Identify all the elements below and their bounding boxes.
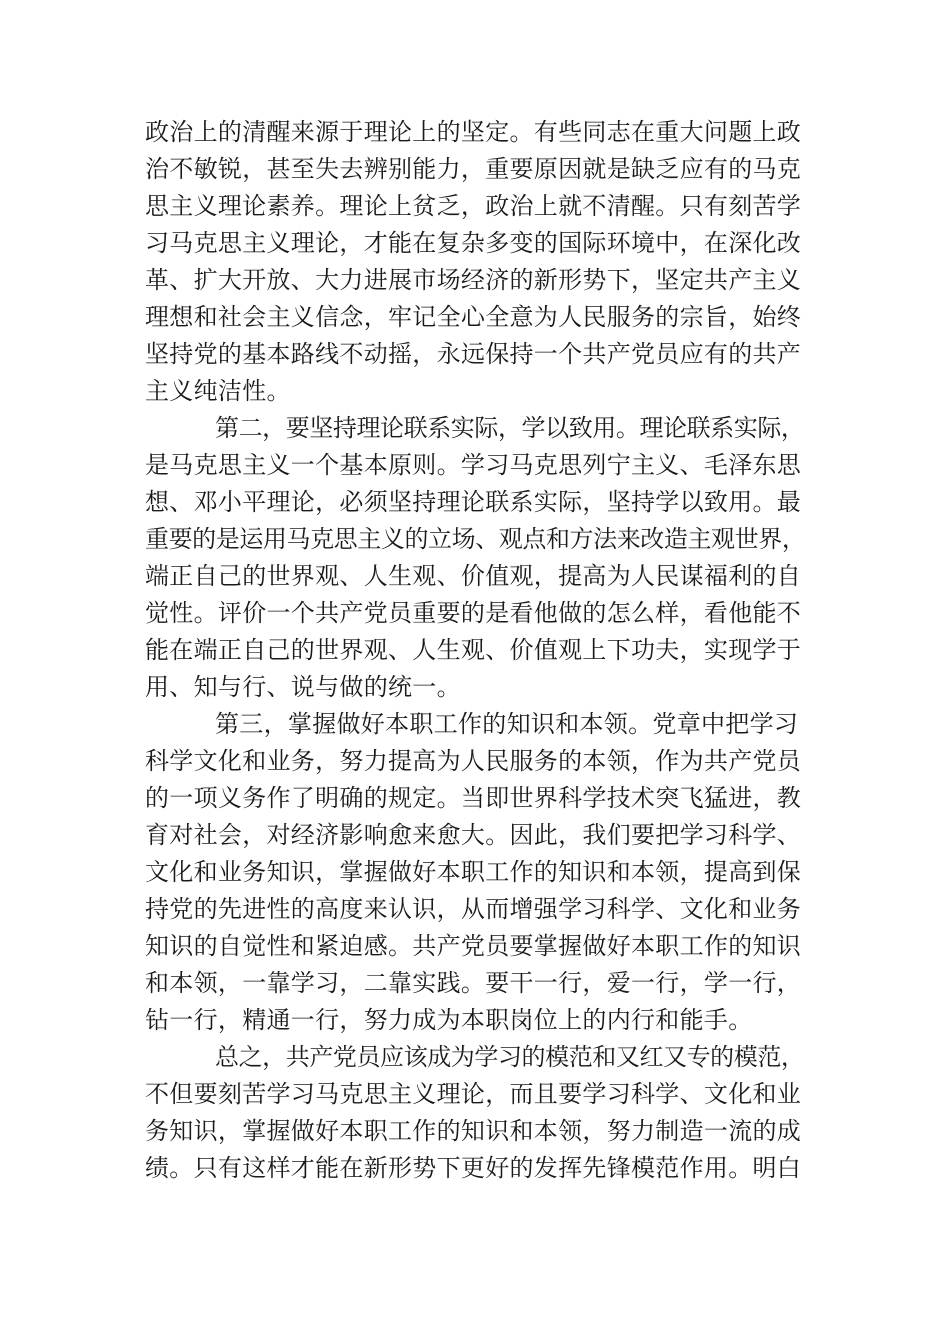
paragraph-first-line: 总之，共产党员应该成为学习的模范和又红又专的模范， bbox=[215, 1043, 805, 1071]
text-line: 用、知与行、说与做的统一。 bbox=[145, 673, 461, 701]
text-line: 治不敏锐，甚至失去辨别能力，重要原因就是缺乏应有的马克 bbox=[145, 155, 802, 183]
text-line: 革、扩大开放、大力进展市场经济的新形势下，坚定共产主义 bbox=[145, 266, 802, 294]
text-line: 端正自己的世界观、人生观、价值观，提高为人民谋福利的自 bbox=[145, 562, 802, 590]
text-line: 育对社会，对经济影响愈来愈大。因此，我们要把学习科学、 bbox=[145, 821, 802, 849]
text-line: 钻一行，精通一行，努力成为本职岗位上的内行和能手。 bbox=[145, 1006, 753, 1034]
paragraph-first-line: 第三，掌握做好本职工作的知识和本领。党章中把学习 bbox=[215, 710, 799, 738]
text-line: 科学文化和业务，努力提高为人民服务的本领，作为共产党员 bbox=[145, 747, 802, 775]
text-line: 思主义理论素养。理论上贫乏，政治上就不清醒。只有刻苦学 bbox=[145, 192, 802, 220]
text-line: 文化和业务知识，掌握做好本职工作的知识和本领，提高到保 bbox=[145, 858, 802, 886]
text-line: 政治上的清醒来源于理论上的坚定。有些同志在重大问题上政 bbox=[145, 118, 802, 146]
text-line: 想、邓小平理论，必须坚持理论联系实际，坚持学以致用。最 bbox=[145, 488, 802, 516]
text-line: 和本领，一靠学习，二靠实践。要干一行，爱一行，学一行， bbox=[145, 969, 802, 997]
paragraph-first-line: 第二，要坚持理论联系实际，学以致用。理论联系实际， bbox=[215, 414, 805, 442]
body-text bbox=[145, 114, 805, 1187]
text-line: 知识的自觉性和紧迫感。共产党员要掌握做好本职工作的知识 bbox=[145, 932, 802, 960]
text-line: 坚持党的基本路线不动摇，永远保持一个共产党员应有的共产 bbox=[145, 340, 802, 368]
text-line: 主义纯洁性。 bbox=[145, 377, 291, 405]
text-line: 习马克思主义理论，才能在复杂多变的国际环境中，在深化改 bbox=[145, 229, 802, 257]
text-line: 不但要刻苦学习马克思主义理论，而且要学习科学、文化和业 bbox=[145, 1080, 802, 1108]
text-line: 绩。只有这样才能在新形势下更好的发挥先锋模范作用。明白 bbox=[145, 1154, 802, 1182]
text-line: 重要的是运用马克思主义的立场、观点和方法来改造主观世界， bbox=[145, 525, 806, 553]
text-line: 持党的先进性的高度来认识，从而增强学习科学、文化和业务 bbox=[145, 895, 802, 923]
text-line: 能在端正自己的世界观、人生观、价值观上下功夫，实现学于 bbox=[145, 636, 802, 664]
text-line: 是马克思主义一个基本原则。学习马克思列宁主义、毛泽东思 bbox=[145, 451, 802, 479]
text-line: 的一项义务作了明确的规定。当即世界科学技术突飞猛进，教 bbox=[145, 784, 802, 812]
text-line: 务知识，掌握做好本职工作的知识和本领，努力制造一流的成 bbox=[145, 1117, 802, 1145]
text-line: 觉性。评价一个共产党员重要的是看他做的怎么样，看他能不 bbox=[145, 599, 802, 627]
text-line: 理想和社会主义信念，牢记全心全意为人民服务的宗旨，始终 bbox=[145, 303, 802, 331]
